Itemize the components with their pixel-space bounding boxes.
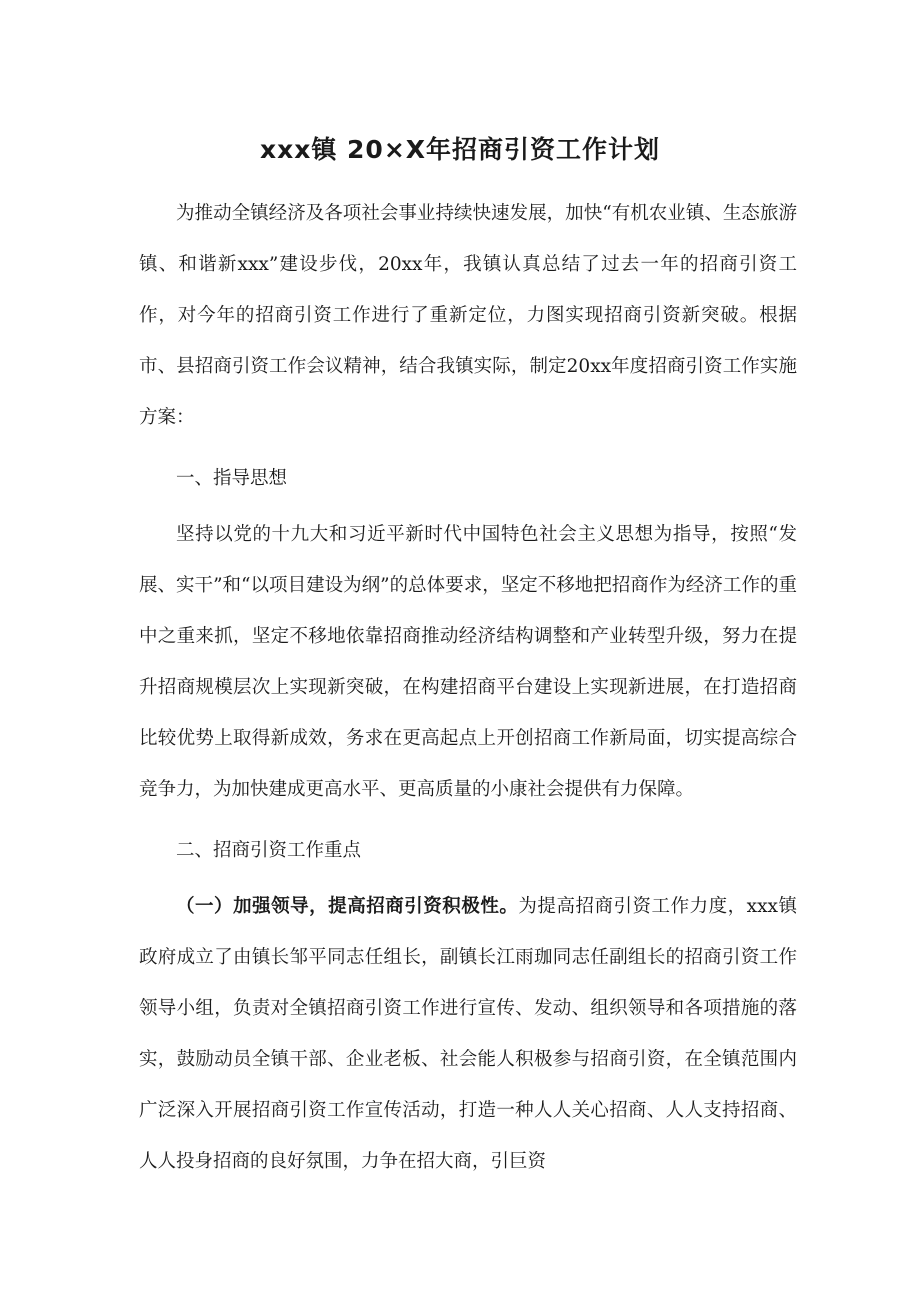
- section-heading-guiding-ideology: 一、指导思想: [176, 468, 288, 489]
- section-heading-key-work: 二、招商引资工作重点: [176, 840, 362, 861]
- section-1-text: 为提高招商引资工作力度，xxx镇政府成立了由镇长邹平同志任组长，副镇长江雨珈同志任副组长的招商引资工作领导小组，负责对全镇招商引资工作进行宣传、发动、组织领导和各项措施的落实，鼓励动员全镇干部、企业老板、社会能人积极参与招商引资，在全镇范围内广泛深入开展招商引资工作宣传活动，打造一种人人关心招商、人人支持招商、人人投身招商的良好氛围，力争在招大商，引巨资: [139, 896, 797, 1172]
- section-1-bold-lead: （一）加强领导，提高招商引资积极性。: [176, 896, 519, 917]
- document-body: [139, 188, 797, 1187]
- section-1-paragraph: [139, 881, 797, 1187]
- guiding-ideology-paragraph: 坚持以党的十九大和习近平新时代中国特色社会主义思想为指导，按照“发展、实干”和“以项目建设为纲”的总体要求，坚定不移地把招商作为经济工作的重中之重来抓，坚定不移地依靠招商推动经济结构调整和产业转型升级，努力在提升招商规模层次上实现新突破，在构建招商平台建设上实现新进展，在打造招商比较优势上取得新成效，务求在更高起点上开创招商工作新局面，切实提高综合竞争力，为加快建成更高水平、更高质量的小康社会提供有力保障。: [139, 524, 797, 800]
- document-title: xxx镇 20×X年招商引资工作计划: [259, 135, 661, 164]
- intro-paragraph: 为推动全镇经济及各项社会事业持续快速发展，加快“有机农业镇、生态旅游镇、和谐新xxx”建设步伐，20xx年，我镇认真总结了过去一年的招商引资工作，对今年的招商引资工作进行了重新定位，力图实现招商引资新突破。根据市、县招商引资工作会议精神，结合我镇实际，制定20xx年度招商引资工作实施方案：: [139, 203, 797, 428]
